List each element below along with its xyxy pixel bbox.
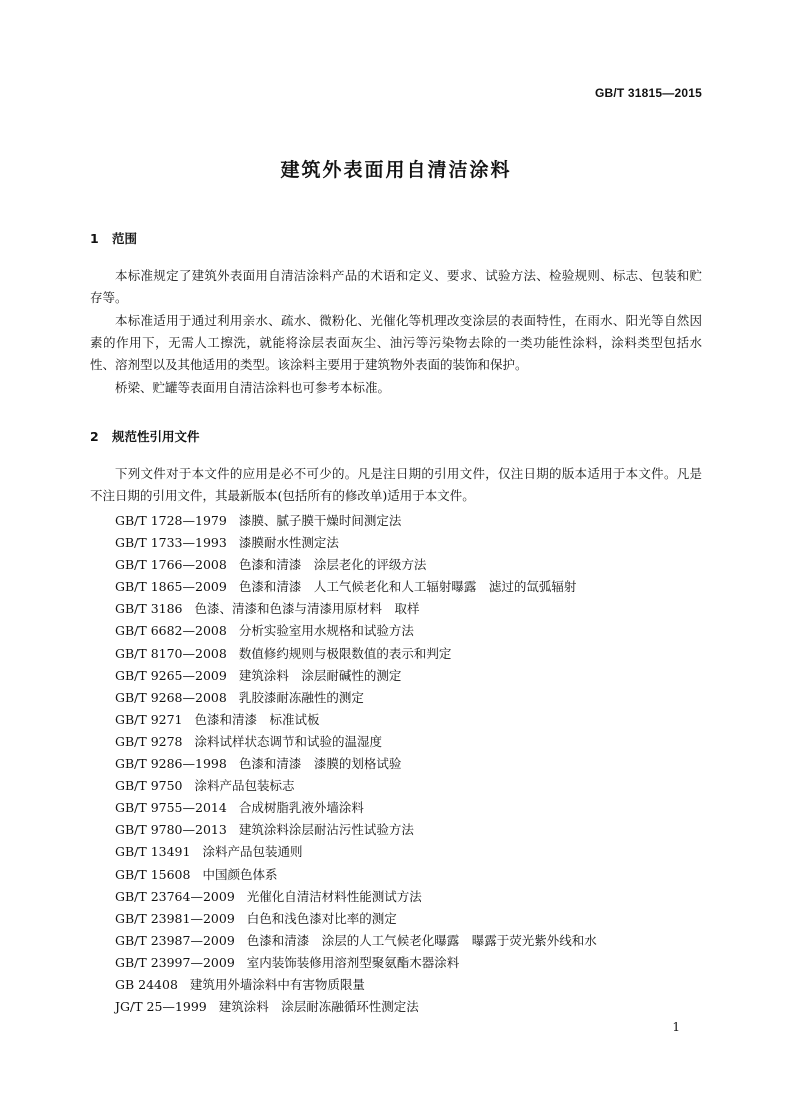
section-1-number: 1: [90, 231, 99, 246]
section-2-intro: 下列文件对于本文件的应用是必不可少的。凡是注日期的引用文件，仅注日期的版本适用于本文件。凡是不注日期的引用文件，其最新版本(包括所有的修改单)适用于本文件。: [90, 466, 702, 503]
standard-number: GB/T 31815—2015: [594, 86, 702, 100]
reference-title: 白色和浅色漆对比率的测定: [246, 910, 397, 926]
reference-item: [115, 952, 597, 974]
reference-title: 中国颜色体系: [202, 866, 278, 882]
reference-item: [115, 819, 597, 841]
page-number: 1: [672, 1020, 680, 1034]
reference-title: 漆膜耐水性测定法: [238, 535, 339, 551]
section-1-paragraph: 本标准适用于通过利用亲水、疏水、微粉化、光催化等机理改变涂层的表面特性，在雨水、阳光等自然因素的作用下，无需人工擦洗，就能将涂层表面灰尘、油污等污染物去除的一类功能性涂料，涂料类型包括水性、溶剂型以及其他适用的类型。该涂料主要用于建筑物外表面的装饰和保护。: [90, 313, 702, 372]
reference-title: 色漆和清漆 漆膜的划格试验: [238, 756, 402, 772]
reference-item: [115, 797, 597, 819]
section-1-paragraph: 本标准规定了建筑外表面用自清洁涂料产品的术语和定义、要求、试验方法、检验规则、标志、包装和贮存等。: [90, 268, 702, 305]
reference-code: GB/T 15608: [115, 866, 191, 882]
reference-code: GB/T 1766—2008: [115, 557, 227, 573]
reference-item: [115, 753, 597, 775]
reference-item: [115, 665, 597, 687]
section-2-title: 规范性引用文件: [112, 429, 200, 444]
reference-code: GB/T 6682—2008: [115, 623, 227, 639]
reference-item: [115, 908, 597, 930]
reference-item: [115, 731, 597, 753]
reference-code: GB/T 9750: [115, 778, 183, 794]
reference-code: GB/T 23981—2009: [115, 910, 235, 926]
reference-title: 乳胶漆耐冻融性的测定: [238, 689, 364, 705]
reference-title: 色漆、清漆和色漆与清漆用原材料 取样: [194, 601, 420, 617]
reference-code: GB/T 9268—2008: [115, 689, 227, 705]
reference-code: GB/T 23764—2009: [115, 888, 235, 904]
reference-title: 涂料产品包装通则: [202, 844, 303, 860]
reference-item: [115, 930, 597, 952]
reference-title: 合成树脂乳液外墙涂料: [238, 800, 364, 816]
reference-item: [115, 687, 597, 709]
reference-code: GB/T 9286—1998: [115, 756, 227, 772]
reference-list: [115, 510, 597, 1018]
reference-code: GB/T 9271: [115, 711, 183, 727]
reference-item: [115, 576, 597, 598]
section-1-heading: [90, 229, 137, 247]
reference-title: 色漆和清漆 涂层的人工气候老化曝露 曝露于荧光紫外线和水: [246, 932, 597, 948]
section-1-paragraph: 桥梁、贮罐等表面用自清洁涂料也可参考本标准。: [115, 380, 391, 395]
reference-item: [115, 886, 597, 908]
reference-title: 建筑涂料 涂层耐碱性的测定: [238, 667, 402, 683]
reference-item: [115, 864, 597, 886]
reference-title: 分析实验室用水规格和试验方法: [238, 623, 414, 639]
reference-code: GB/T 23987—2009: [115, 932, 235, 948]
reference-title: 建筑涂料 涂层耐冻融循环性测定法: [218, 999, 419, 1015]
reference-code: GB/T 9265—2009: [115, 667, 227, 683]
reference-code: GB/T 1728—1979: [115, 513, 227, 528]
reference-title: 涂料产品包装标志: [194, 778, 295, 794]
reference-title: 色漆和清漆 涂层老化的评级方法: [238, 557, 427, 573]
reference-item: [115, 643, 597, 665]
reference-item: [115, 775, 597, 797]
reference-title: 色漆和清漆 人工气候老化和人工辐射曝露 滤过的氙弧辐射: [238, 579, 577, 595]
reference-item: [115, 709, 597, 731]
section-2-heading: [90, 427, 200, 445]
reference-item: [115, 841, 597, 863]
reference-code: GB/T 9278: [115, 733, 183, 749]
reference-title: 建筑涂料涂层耐沾污性试验方法: [238, 822, 414, 838]
reference-item: [115, 598, 597, 620]
reference-item: [115, 974, 597, 996]
reference-code: GB/T 1865—2009: [115, 579, 227, 595]
section-2-number: 2: [90, 429, 99, 444]
reference-title: 室内装饰装修用溶剂型聚氨酯木器涂料: [246, 954, 460, 970]
reference-item: [115, 620, 597, 642]
section-1-title: 范围: [112, 231, 138, 246]
reference-code: GB/T 8170—2008: [115, 645, 227, 661]
reference-code: JG/T 25—1999: [115, 999, 207, 1015]
reference-title: 建筑用外墙涂料中有害物质限量: [189, 976, 365, 992]
reference-code: GB/T 3186: [115, 601, 183, 617]
reference-item: [115, 554, 597, 576]
reference-title: 漆膜、腻子膜干燥时间测定法: [238, 513, 402, 528]
reference-title: 数值修约规则与极限数值的表示和判定: [238, 645, 452, 661]
reference-code: GB/T 9780—2013: [115, 822, 227, 838]
reference-title: 涂料试样状态调节和试验的温湿度: [194, 733, 383, 749]
document-title: 建筑外表面用自清洁涂料: [280, 159, 512, 181]
reference-item: [115, 996, 597, 1018]
reference-item: [115, 510, 597, 532]
reference-code: GB/T 23997—2009: [115, 954, 235, 970]
reference-code: GB/T 13491: [115, 844, 191, 860]
reference-item: [115, 532, 597, 554]
reference-code: GB/T 9755—2014: [115, 800, 227, 816]
reference-code: GB 24408: [115, 976, 178, 992]
reference-code: GB/T 1733—1993: [115, 535, 227, 551]
reference-title: 光催化自清洁材料性能测试方法: [246, 888, 422, 904]
reference-title: 色漆和清漆 标准试板: [194, 711, 320, 727]
